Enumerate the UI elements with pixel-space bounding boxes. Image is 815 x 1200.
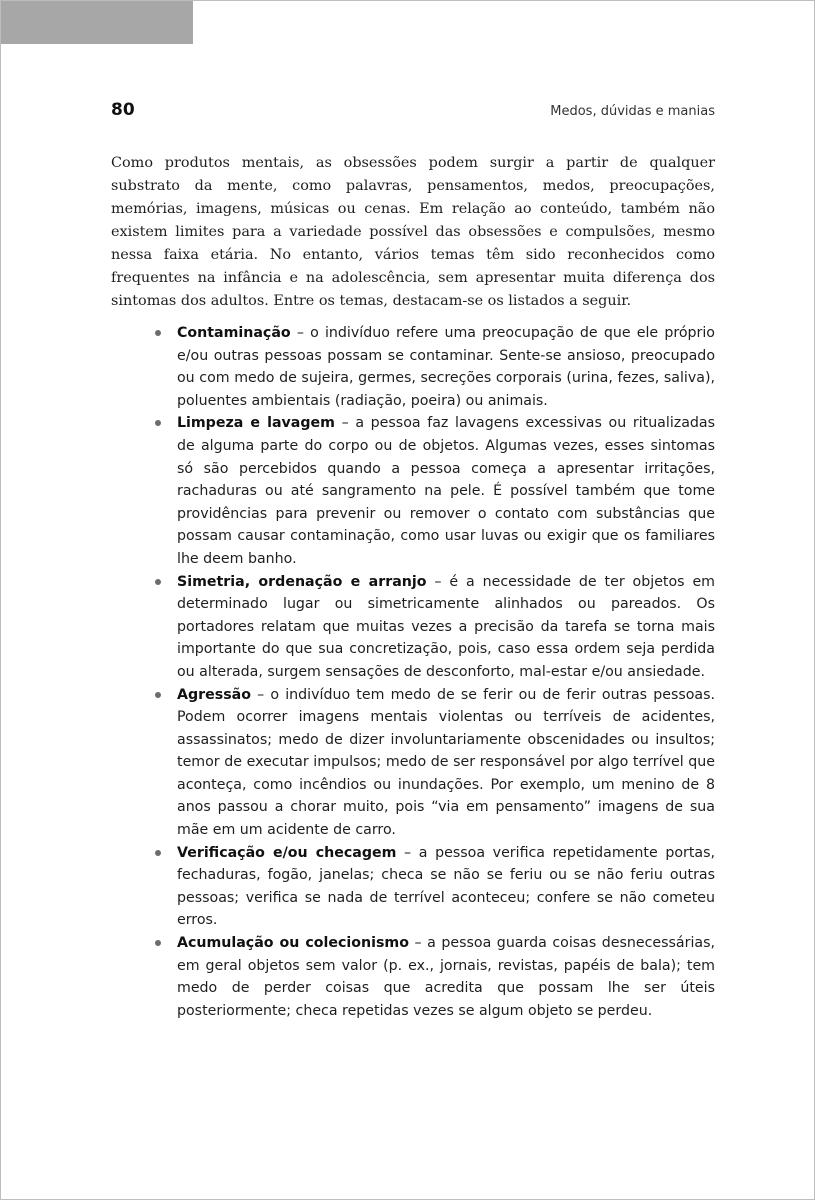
theme-description: – é a necessidade de ter objetos em determinado lugar ou simetricamente alinhados ou pareados. Os portadores relatam que muitas vezes a precisão da tarefa se torna mais importante do que sua concretização, pois, caso essa ordem seja perdida ou alterada, surgem sensações de desconforto, mal-estar e/ou ansiedade. — [177, 573, 715, 680]
bullet-icon — [155, 330, 161, 336]
list-item — [155, 322, 715, 412]
bullet-icon — [155, 940, 161, 946]
list-item — [155, 842, 715, 932]
list-item — [155, 932, 715, 1022]
chapter-tab — [1, 1, 193, 44]
themes-list — [155, 322, 715, 1022]
list-item — [155, 684, 715, 842]
bullet-icon — [155, 692, 161, 698]
theme-description: – o indivíduo refere uma preocupação de que ele próprio e/ou outras pessoas possam se contaminar. Sente-se ansioso, preocupado ou com medo de sujeira, germes, secreções corporais (urina, fezes, saliva), poluentes ambientais (radiação, poeira) ou animais. — [177, 325, 715, 409]
intro-paragraph: Como produtos mentais, as obsessões podem surgir a partir de qualquer substrato da mente, como palavras, pensamentos, medos, preocupações, memórias, imagens, músicas ou cenas. Em relação ao conteúdo, também não existem limites para a variedade possível das obsessões e compulsões, mesmo nessa faixa etária. No entanto, vários temas têm sido reconhecidos como frequentes na infância e na adolescência, sem apresentar muita diferença dos sintomas dos adultos. Entre os temas, destacam-se os listados a seguir. — [111, 155, 715, 309]
page-number: 80 — [111, 100, 135, 120]
theme-term: Acumulação ou colecionismo — [177, 935, 409, 952]
bullet-icon — [155, 420, 161, 426]
theme-term: Contaminação — [177, 325, 291, 341]
theme-term: Agressão — [177, 686, 251, 703]
theme-term: Simetria, ordenação e arranjo — [177, 573, 427, 590]
theme-description: – o indivíduo tem medo de se ferir ou de ferir outras pessoas. Podem ocorrer imagens mentais violentas ou terríveis de acidentes, assassinatos; medo de dizer involuntariamente obscenidades ou insultos; temor de executar impulsos; medo de ser responsável por algo terrível que aconteça, como incêndios ou inundações. Por exemplo, um menino de 8 anos passou a chorar muito, pois “via em pensamento” imagens de sua mãe em um acidente de carro. — [177, 686, 715, 839]
theme-term: Limpeza e lavagem — [177, 415, 335, 432]
list-item — [155, 571, 715, 684]
theme-term: Verificação e/ou checagem — [177, 844, 397, 861]
theme-description: – a pessoa faz lavagens excessivas ou ritualizadas de alguma parte do corpo ou de objetos. Algumas vezes, esses sintomas só são percebidos quando a pessoa começa a apresentar irritações, rachaduras ou até sangramento na pele. É possível também que tome providências para prevenir ou remover o contato com substâncias que possam causar contaminação, como usar luvas ou exigir que os familiares lhe deem banho. — [177, 415, 715, 567]
bullet-icon — [155, 579, 161, 585]
bullet-icon — [155, 850, 161, 856]
running-head: Medos, dúvidas e manias — [550, 104, 715, 119]
list-item — [155, 412, 715, 570]
theme-description: – a pessoa guarda coisas desnecessárias, em geral objetos sem valor (p. ex., jornais, revistas, papéis de bala); tem medo de perder coisas que acredita que possam lhe ser úteis posteriormente; checa repetidas vezes se algum objeto se perdeu. — [177, 935, 715, 1019]
theme-description: – a pessoa verifica repetidamente portas, fechaduras, fogão, janelas; checa se não se feriu ou se não feriu outras pessoas; verifica se nada de terrível aconteceu; confere se não cometeu erros. — [177, 844, 715, 929]
